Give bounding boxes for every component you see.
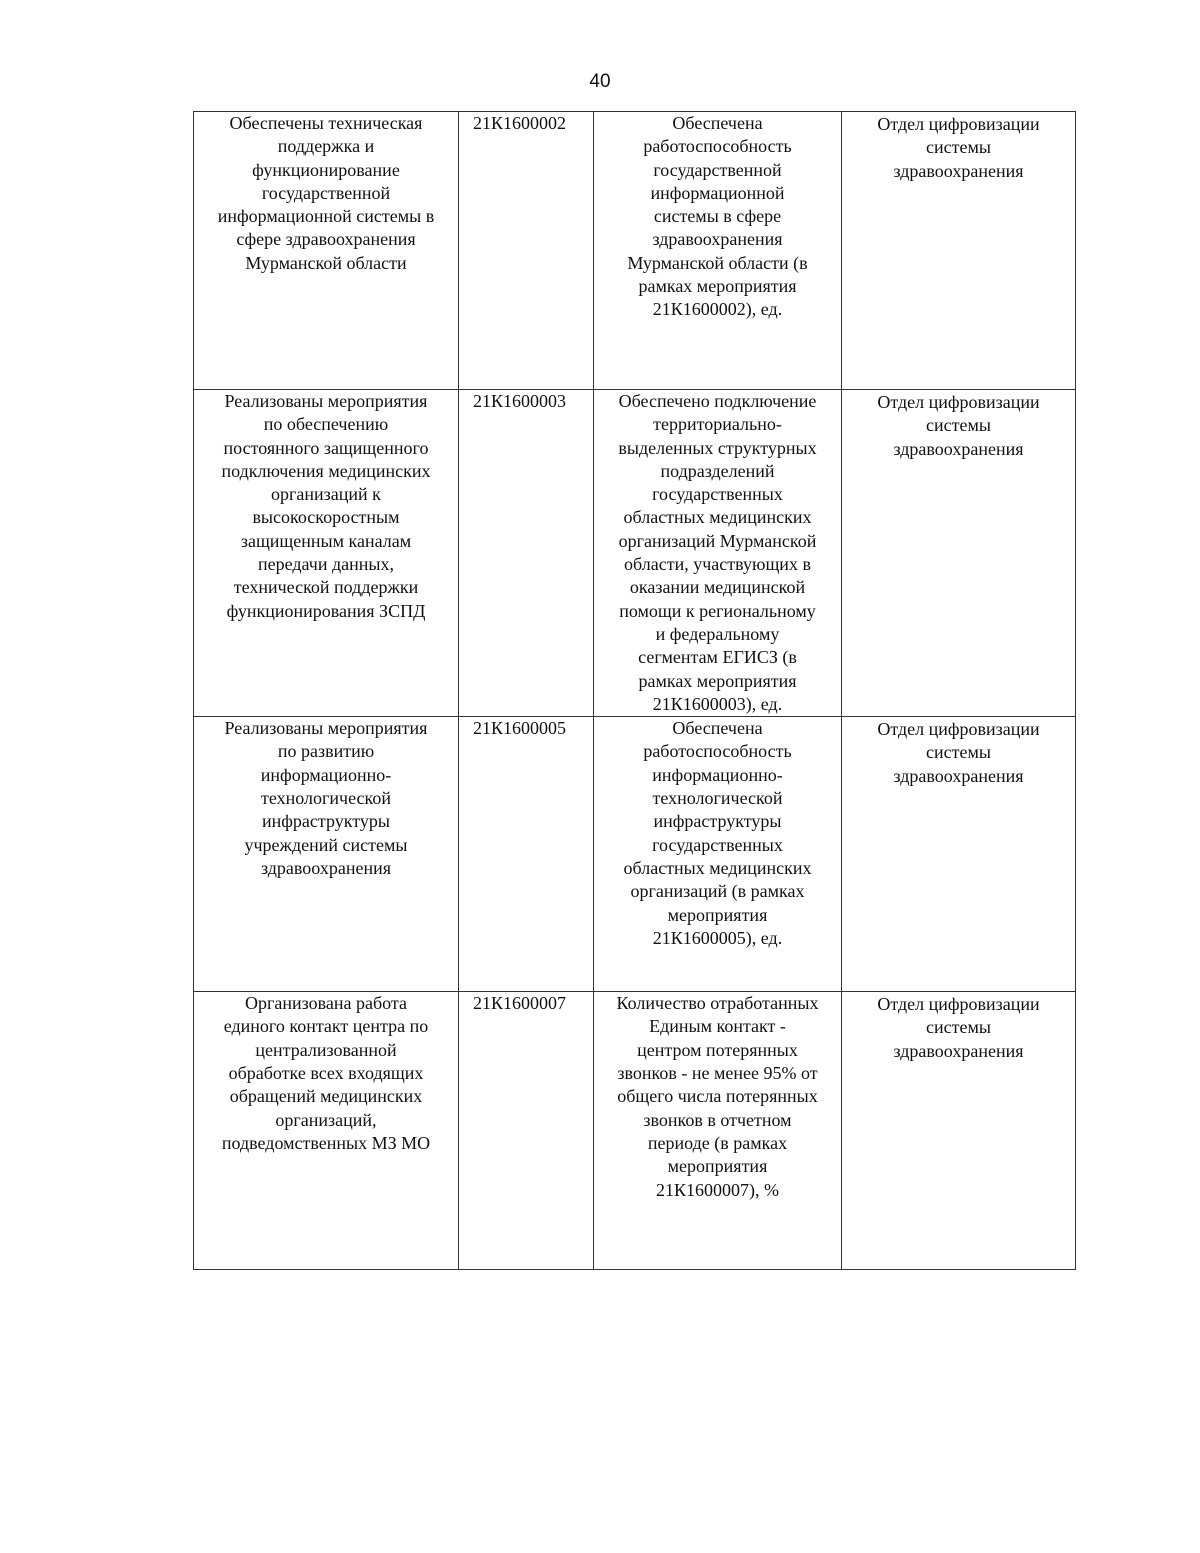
page-number: 40: [589, 71, 611, 92]
table-row: [194, 992, 1076, 1270]
indicator-cell: [594, 992, 842, 1270]
department-text: Отдел цифровизации системы здравоохранения: [877, 719, 1040, 786]
result-cell: [194, 390, 459, 717]
code-text: 21К1600007: [473, 993, 567, 1014]
department-cell: [842, 390, 1076, 717]
result-text: Реализованы мероприятия по развитию информационно- технологической инфраструктуры учреждений системы здравоохранения: [224, 718, 428, 878]
department-text: Отдел цифровизации системы здравоохранения: [877, 994, 1040, 1061]
table-row: [194, 112, 1076, 390]
code-text: 21К1600002: [473, 113, 567, 133]
result-cell: [194, 717, 459, 992]
indicator-text: Обеспечена работоспособность государственной информационной системы в сфере здравоохранения Мурманской области (в рамках мероприятия 21К1600002), ед.: [627, 113, 808, 320]
indicator-text: Обеспечено подключение территориально- выделенных структурных подразделений государственных областных медицинских организаций Мурманской области, участвующих в оказании медицинской помощи к региональному и федеральному сегментам ЕГИСЗ (в рамках мероприятия 21К1600003), ед.: [618, 391, 817, 714]
code-cell: [459, 390, 594, 717]
result-cell: [194, 992, 459, 1270]
indicator-cell: [594, 390, 842, 717]
department-cell: [842, 992, 1076, 1270]
indicator-cell: [594, 112, 842, 390]
department-text: Отдел цифровизации системы здравоохранения: [877, 114, 1040, 181]
department-cell: [842, 112, 1076, 390]
code-cell: [459, 717, 594, 992]
indicator-text: Обеспечена работоспособность информационно- технологической инфраструктуры государственных областных медицинских организаций (в рамках мероприятия 21К1600005), ед.: [623, 718, 812, 948]
code-text: 21К1600003: [473, 391, 567, 411]
indicator-text: Количество отработанных Единым контакт - центром потерянных звонков - не менее 95% от общего числа потерянных звонков в отчетном периоде (в рамках мероприятия 21К1600007), %: [616, 993, 819, 1200]
result-text: Организована работа единого контакт центра по централизованной обработке всех входящих обращений медицинских организаций, подведомственных МЗ МО: [221, 993, 431, 1153]
department-cell: [842, 717, 1076, 992]
table-row: [194, 390, 1076, 717]
result-cell: [194, 112, 459, 390]
result-text: Обеспечены техническая поддержка и функционирование государственной информационной системы в сфере здравоохранения Мурманской области: [217, 113, 435, 273]
table-row: [194, 717, 1076, 992]
department-text: Отдел цифровизации системы здравоохранения: [877, 392, 1040, 459]
indicator-cell: [594, 717, 842, 992]
result-text: Реализованы мероприятия по обеспечению постоянного защищенного подключения медицинских организаций к высокоскоростным защищенным каналам передачи данных, технической поддержки функционирования ЗСПД: [221, 391, 431, 621]
measures-table: [193, 111, 1076, 1270]
code-text: 21К1600005: [473, 718, 567, 739]
code-cell: [459, 112, 594, 390]
code-cell: [459, 992, 594, 1270]
